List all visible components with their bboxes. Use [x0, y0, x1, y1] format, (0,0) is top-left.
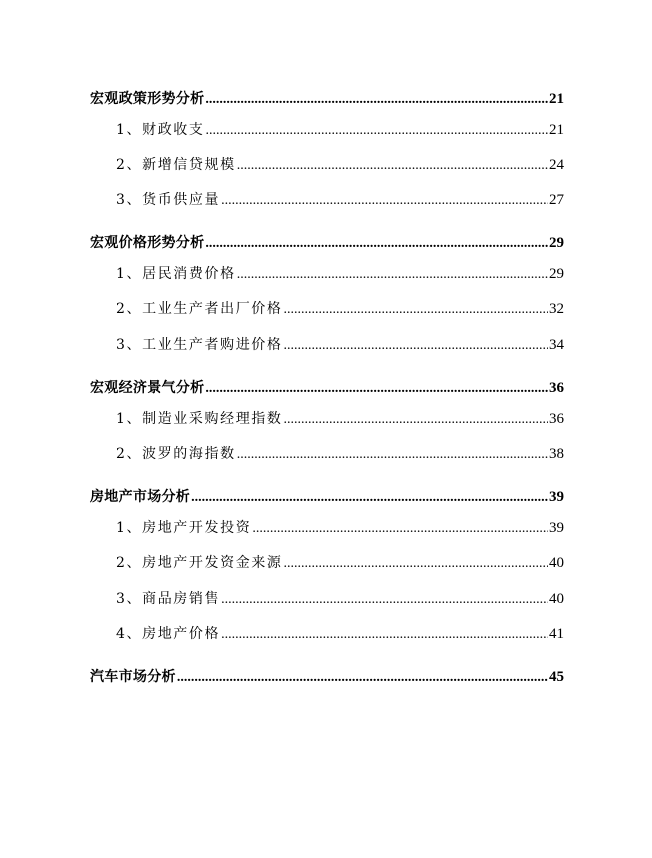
toc-leader-dots [177, 670, 548, 686]
toc-leader-dots [221, 193, 548, 209]
toc-page-number: 21 [549, 122, 564, 138]
toc-section-title: 宏观经济景气分析 [90, 380, 205, 396]
toc-page-number: 21 [549, 91, 564, 107]
toc-item[interactable] [90, 443, 564, 465]
toc-leader-dots [191, 490, 548, 506]
toc-item-title: 1、居民消费价格 [116, 266, 236, 282]
toc-page-number: 39 [549, 520, 564, 536]
toc-item[interactable] [90, 298, 564, 320]
toc-section-title: 房地产市场分析 [90, 489, 191, 505]
toc-item-title: 1、制造业采购经理指数 [116, 411, 283, 427]
toc-page-number: 39 [549, 489, 564, 505]
toc-page-number: 29 [549, 235, 564, 251]
toc-page-number: 38 [549, 446, 564, 462]
toc-item-title: 2、房地产开发资金来源 [116, 555, 283, 571]
toc-leader-dots [205, 92, 548, 108]
toc-page-number: 36 [549, 380, 564, 396]
toc-page-number: 27 [549, 192, 564, 208]
toc-section-real-estate[interactable] [90, 486, 564, 508]
toc-page-number: 40 [549, 591, 564, 607]
toc-item[interactable] [90, 517, 564, 539]
toc-leader-dots [284, 412, 548, 428]
toc-item-title: 3、商品房销售 [116, 591, 221, 607]
toc-item[interactable] [90, 334, 564, 356]
toc-item-title: 3、货币供应量 [116, 192, 221, 208]
toc-item[interactable] [90, 189, 564, 211]
toc-leader-dots [252, 521, 548, 537]
toc-leader-dots [206, 123, 548, 139]
toc-page-number: 36 [549, 411, 564, 427]
toc-item-title: 1、财政收支 [116, 122, 205, 138]
toc-page-number: 40 [549, 555, 564, 571]
toc-item[interactable] [90, 408, 564, 430]
toc-leader-dots [284, 338, 548, 354]
toc-leader-dots [237, 158, 548, 174]
toc-item[interactable] [90, 263, 564, 285]
toc-leader-dots [284, 302, 548, 318]
toc-item-title: 3、工业生产者购进价格 [116, 337, 283, 353]
toc-item-title: 1、房地产开发投资 [116, 520, 252, 536]
toc-item-title: 2、新增信贷规模 [116, 157, 236, 173]
toc-page-number: 24 [549, 157, 564, 173]
toc-leader-dots [237, 267, 548, 283]
toc-item-title: 4、房地产价格 [116, 626, 221, 642]
toc-section-title: 汽车市场分析 [90, 669, 176, 685]
toc-page-number: 34 [549, 337, 564, 353]
toc-section-macro-economy[interactable] [90, 377, 564, 399]
toc-page-number: 29 [549, 266, 564, 282]
toc-leader-dots [237, 447, 548, 463]
toc-leader-dots [205, 381, 548, 397]
toc-leader-dots [205, 236, 548, 252]
toc-item[interactable] [90, 552, 564, 574]
toc-item-title: 2、工业生产者出厂价格 [116, 301, 283, 317]
toc-item[interactable] [90, 154, 564, 176]
toc-section-title: 宏观价格形势分析 [90, 235, 205, 251]
toc-leader-dots [221, 627, 548, 643]
toc-leader-dots [221, 592, 548, 608]
toc-item-title: 2、波罗的海指数 [116, 446, 236, 462]
toc-item[interactable] [90, 588, 564, 610]
toc-page-number: 45 [549, 669, 564, 685]
toc-section-auto-market[interactable] [90, 666, 564, 688]
toc-section-title: 宏观政策形势分析 [90, 91, 205, 107]
toc-item[interactable] [90, 623, 564, 645]
toc-leader-dots [284, 556, 548, 572]
toc-section-macro-policy[interactable] [90, 88, 564, 110]
toc-page-number: 41 [549, 626, 564, 642]
toc-page-number: 32 [549, 301, 564, 317]
toc-section-macro-price[interactable] [90, 232, 564, 254]
toc-item[interactable] [90, 119, 564, 141]
